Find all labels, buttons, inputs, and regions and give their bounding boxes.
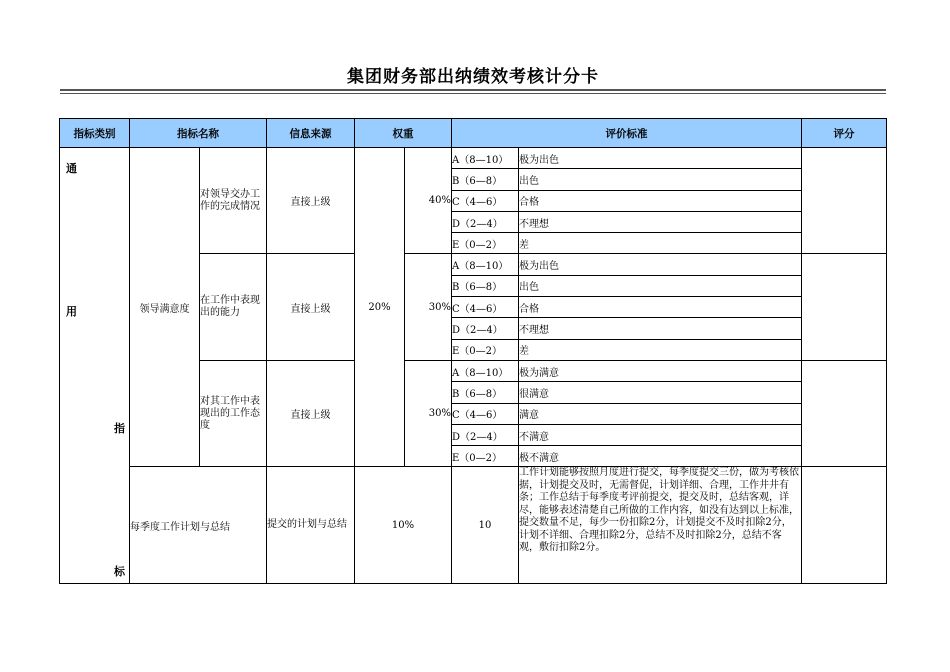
page-title: 集团财务部出纳绩效考核计分卡 — [347, 67, 599, 87]
grade-text: 合格 — [519, 190, 802, 211]
grade-code: C（4—6） — [452, 190, 519, 211]
table-row — [60, 467, 887, 584]
subitem-source: 直接上级 — [267, 254, 355, 360]
scorecard-table — [59, 118, 887, 584]
plan-name: 每季度工作计划与总结 — [130, 467, 267, 584]
grade-text: 极为出色 — [519, 254, 802, 275]
header-row — [60, 119, 887, 148]
table-row — [60, 148, 887, 169]
score-cell[interactable] — [802, 254, 887, 360]
subitem-name: 在工作中表现出的能力 — [200, 254, 267, 360]
grade-text: 满意 — [519, 403, 802, 424]
group-name: 领导满意度 — [130, 148, 200, 467]
title-underline-thin — [60, 93, 886, 94]
score-cell[interactable] — [802, 467, 887, 584]
title-underline — [60, 89, 886, 91]
grade-text: 出色 — [519, 169, 802, 190]
subitem-name: 对其工作中表现出的工作态度 — [200, 360, 267, 466]
plan-weight: 10% — [355, 467, 452, 584]
grade-text: 极为出色 — [519, 148, 802, 169]
header-category: 指标类别 — [60, 119, 130, 148]
grade-text: 不理想 — [519, 318, 802, 339]
score-cell[interactable] — [802, 148, 887, 254]
score-cell[interactable] — [802, 360, 887, 466]
category-char: 指 — [114, 422, 125, 435]
grade-text: 差 — [519, 233, 802, 254]
grade-text: 极为满意 — [519, 360, 802, 381]
header-criteria: 评价标准 — [452, 119, 802, 148]
subitem-name: 对领导交办工作的完成情况 — [200, 148, 267, 254]
grade-code: B（6—8） — [452, 169, 519, 190]
grade-code: A（8—10） — [452, 360, 519, 381]
grade-text: 极不满意 — [519, 446, 802, 467]
grade-text: 不理想 — [519, 211, 802, 232]
grade-text: 合格 — [519, 297, 802, 318]
subitem-weight: 40% — [405, 148, 452, 254]
plan-points: 10 — [452, 467, 519, 584]
grade-code: D（2—4） — [452, 424, 519, 445]
grade-code: C（4—6） — [452, 297, 519, 318]
grade-text: 出色 — [519, 275, 802, 296]
grade-code: D（2—4） — [452, 211, 519, 232]
grade-code: B（6—8） — [452, 275, 519, 296]
grade-text: 差 — [519, 339, 802, 360]
grade-code: E（0—2） — [452, 233, 519, 254]
grade-code: C（4—6） — [452, 403, 519, 424]
plan-criteria: 工作计划能够按照月度进行提交，每季度提交三份，做为考核依据，计划提交及时，无需督促，计划详细、合理，工作井井有条；工作总结于每季度考评前提交，提交及时，总结客观，详尽，能够表述清楚自己所做的工作内容，如没有达到以上标准，提交数量不足，每少一份扣除2分，计划提交不及时扣除2分，计划不详细、合理扣除2分，总结不及时扣除2分，总结不客观，敷衍扣除2分。 — [519, 467, 802, 584]
subitem-source: 直接上级 — [267, 148, 355, 254]
grade-text: 很满意 — [519, 382, 802, 403]
subitem-weight: 30% — [405, 360, 452, 466]
plan-source: 提交的计划与总结 — [267, 467, 355, 584]
group-weight: 20% — [355, 148, 405, 467]
grade-code: E（0—2） — [452, 446, 519, 467]
subitem-source: 直接上级 — [267, 360, 355, 466]
category-char: 标 — [114, 565, 125, 578]
header-weight: 权重 — [355, 119, 452, 148]
subitem-weight: 30% — [405, 254, 452, 360]
grade-code: D（2—4） — [452, 318, 519, 339]
category-char: 用 — [66, 305, 77, 318]
header-name: 指标名称 — [130, 119, 267, 148]
grade-code: A（8—10） — [452, 148, 519, 169]
category-cell — [60, 148, 130, 584]
category-char: 通 — [66, 162, 77, 175]
header-source: 信息来源 — [267, 119, 355, 148]
grade-text: 不满意 — [519, 424, 802, 445]
header-score: 评分 — [802, 119, 887, 148]
grade-code: A（8—10） — [452, 254, 519, 275]
grade-code: E（0—2） — [452, 339, 519, 360]
grade-code: B（6—8） — [452, 382, 519, 403]
